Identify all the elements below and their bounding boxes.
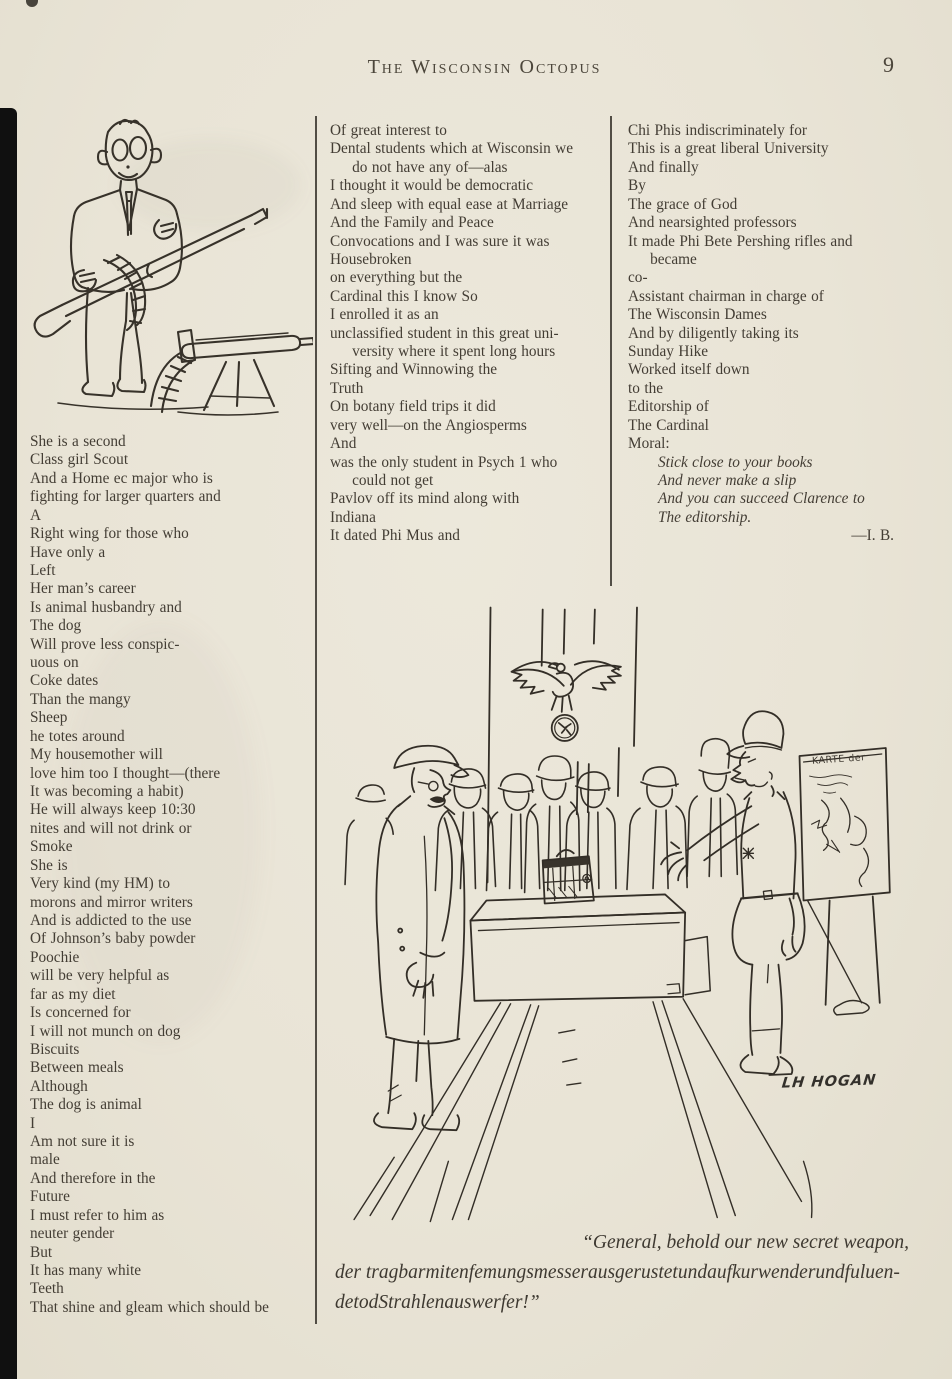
text-line: Class girl Scout bbox=[30, 451, 129, 469]
text-line: It dated Phi Mus and bbox=[330, 527, 460, 545]
text-line: Assistant chairman in charge of bbox=[628, 287, 824, 305]
text-line: co- bbox=[628, 269, 648, 287]
text-line: became bbox=[628, 250, 697, 268]
text-line: versity where it spent long hours bbox=[330, 343, 556, 361]
floor-lines bbox=[354, 999, 812, 1222]
text-line: She is bbox=[30, 856, 68, 874]
text-line: My housemother will bbox=[30, 746, 163, 764]
page-title: The Wisconsin Octopus bbox=[367, 56, 602, 78]
text-line: The Cardinal bbox=[628, 416, 709, 434]
text-line: On botany field trips it did bbox=[330, 398, 496, 416]
text-line: Right wing for those who bbox=[30, 525, 189, 543]
text-line: It was becoming a habit) bbox=[30, 783, 184, 801]
text-line: Coke dates bbox=[30, 672, 99, 690]
cartoon-student-with-guns bbox=[28, 112, 313, 427]
text-line: fighting for larger quarters and bbox=[30, 488, 221, 506]
text-line: Her man’s career bbox=[30, 580, 136, 598]
secret-weapon-box bbox=[543, 850, 594, 904]
text-line: neuter gender bbox=[30, 1225, 115, 1243]
text-line: He will always keep 10:30 bbox=[30, 801, 196, 819]
text-line: I must refer to him as bbox=[30, 1206, 165, 1224]
text-line: That shine and gleam which should be bbox=[30, 1298, 269, 1316]
text-line: A bbox=[30, 506, 42, 524]
column-divider-right bbox=[610, 116, 612, 586]
text-line: to the bbox=[628, 379, 664, 397]
moral-line: Stick close to your books bbox=[658, 453, 813, 471]
text-line: Chi Phis indiscriminately for bbox=[628, 122, 807, 139]
cartoon-secret-weapon-drawing bbox=[330, 598, 952, 1223]
text-line: And sleep with equal ease at Marriage bbox=[330, 195, 569, 213]
text-line: Housebroken bbox=[330, 250, 412, 268]
text-line: Smoke bbox=[30, 838, 73, 856]
text-line: Have only a bbox=[30, 543, 106, 561]
text-line: uous on bbox=[30, 654, 79, 672]
text-line: nites and will not drink or bbox=[30, 819, 192, 837]
text-line: Editorship of bbox=[628, 398, 709, 416]
text-line: Truth bbox=[330, 379, 364, 397]
text-line: Is animal husbandry and bbox=[30, 598, 182, 616]
text-line: love him too I thought—(there bbox=[30, 764, 221, 782]
text-line: The Wisconsin Dames bbox=[628, 306, 767, 324]
text-line: Than the mangy bbox=[30, 690, 131, 708]
text-line: Moral: bbox=[628, 435, 670, 453]
text-line: morons and mirror writers bbox=[30, 893, 193, 911]
text-line: Worked itself down bbox=[628, 361, 750, 379]
text-line: far as my diet bbox=[30, 985, 116, 1003]
text-line: Very kind (my HM) to bbox=[30, 875, 171, 893]
text-line: And finally bbox=[628, 158, 699, 176]
text-line: Cardinal this I know So bbox=[330, 287, 478, 305]
text-line: Pavlov off its mind along with bbox=[330, 490, 520, 508]
scan-corner-mark bbox=[26, 0, 38, 7]
text-line: Although bbox=[30, 1077, 88, 1095]
text-line: Biscuits bbox=[30, 1040, 80, 1058]
scan-black-edge bbox=[0, 108, 17, 1379]
text-line: I bbox=[30, 1114, 36, 1132]
crowd-officers bbox=[345, 739, 737, 893]
text-line: Sheep bbox=[30, 709, 68, 727]
text-line: Between meals bbox=[30, 1059, 124, 1077]
text-line: Sifting and Winnowing the bbox=[330, 361, 498, 379]
text-line: very well—on the Angiosperms bbox=[330, 416, 527, 434]
machine-gun bbox=[151, 330, 313, 412]
text-line: was the only student in Psych 1 who bbox=[330, 453, 558, 471]
moral-line: And never make a slip bbox=[658, 472, 797, 490]
text-line: But bbox=[30, 1243, 53, 1261]
left-column bbox=[30, 433, 318, 1317]
text-line: will be very helpful as bbox=[30, 967, 170, 985]
text-line: The dog bbox=[30, 617, 82, 635]
text-line: And a Home ec major who is bbox=[30, 469, 213, 487]
text-line: Sunday Hike bbox=[628, 343, 709, 361]
text-line: And bbox=[330, 435, 357, 453]
text-line: Indiana bbox=[330, 508, 376, 526]
artist-signature: LH HOGAN bbox=[780, 1072, 878, 1092]
map-board-label: KARTE der bbox=[811, 752, 866, 767]
moral-verse bbox=[628, 454, 928, 528]
moral-line: The editorship. bbox=[658, 508, 752, 526]
text-line: he totes around bbox=[30, 727, 125, 745]
text-line: Convocations and I was sure it was bbox=[330, 232, 550, 250]
text-line: Left bbox=[30, 561, 56, 579]
rifle bbox=[35, 209, 267, 337]
page-number: 9 bbox=[883, 52, 894, 77]
ground-line bbox=[58, 403, 278, 415]
text-line: I thought it would be democratic bbox=[330, 177, 534, 195]
text-line: Teeth bbox=[30, 1280, 64, 1298]
map-easel bbox=[800, 748, 890, 1015]
caption-line: “General, behold our new secret weapon, bbox=[582, 1232, 909, 1253]
desk bbox=[470, 894, 710, 1000]
cartoon-secret-weapon bbox=[330, 598, 952, 1223]
right-column bbox=[628, 122, 928, 546]
right-column-lines bbox=[628, 122, 928, 454]
text-line: Poochie bbox=[30, 948, 80, 966]
officer-figure bbox=[661, 711, 805, 1075]
text-line: I enrolled it as an bbox=[330, 306, 439, 324]
text-line: I will not munch on dog bbox=[30, 1022, 181, 1040]
caption-line: der tragbarmitenfemungsmesserausgerustetundaufkurwenderundfuluen- bbox=[335, 1262, 900, 1283]
text-line: By bbox=[628, 177, 646, 195]
text-line: Am not sure it is bbox=[30, 1133, 135, 1151]
cartoon-student-with-guns-drawing bbox=[28, 112, 313, 427]
student-figure bbox=[71, 120, 182, 396]
cartoon-caption bbox=[335, 1228, 909, 1318]
text-line: And by diligently taking its bbox=[628, 324, 799, 342]
caption-line: detodStrahlenauswerfer!” bbox=[335, 1292, 540, 1313]
text-line: Future bbox=[30, 1188, 70, 1206]
text-line: And therefore in the bbox=[30, 1169, 156, 1187]
moral-line: And you can succeed Clarence to bbox=[658, 490, 865, 508]
text-line: do not have any of—alas bbox=[330, 158, 508, 176]
text-line: could not get bbox=[330, 472, 434, 490]
text-line: Dental students which at Wisconsin we bbox=[330, 140, 573, 158]
text-line: male bbox=[30, 1151, 60, 1169]
text-line: It made Phi Bete Pershing rifles and bbox=[628, 232, 853, 250]
text-line: Of Johnson’s baby powder bbox=[30, 930, 196, 948]
text-line: She is a second bbox=[30, 433, 126, 450]
text-line: And is addicted to the use bbox=[30, 911, 192, 929]
text-line: on everything but the bbox=[330, 269, 463, 287]
byline: —I. B. bbox=[851, 527, 894, 545]
text-line: The grace of God bbox=[628, 195, 738, 213]
text-line: The dog is animal bbox=[30, 1096, 142, 1114]
eagle-emblem bbox=[512, 661, 621, 741]
general-figure bbox=[374, 746, 468, 1130]
text-line: And the Family and Peace bbox=[330, 214, 494, 232]
text-line: Will prove less conspic- bbox=[30, 635, 180, 653]
text-line: Is concerned for bbox=[30, 1004, 131, 1022]
text-line: Of great interest to bbox=[330, 122, 447, 139]
text-line: unclassified student in this great uni- bbox=[330, 324, 559, 342]
text-line: It has many white bbox=[30, 1261, 141, 1279]
text-line: This is a great liberal University bbox=[628, 140, 829, 158]
text-line: And nearsighted professors bbox=[628, 214, 797, 232]
middle-column bbox=[330, 122, 608, 546]
